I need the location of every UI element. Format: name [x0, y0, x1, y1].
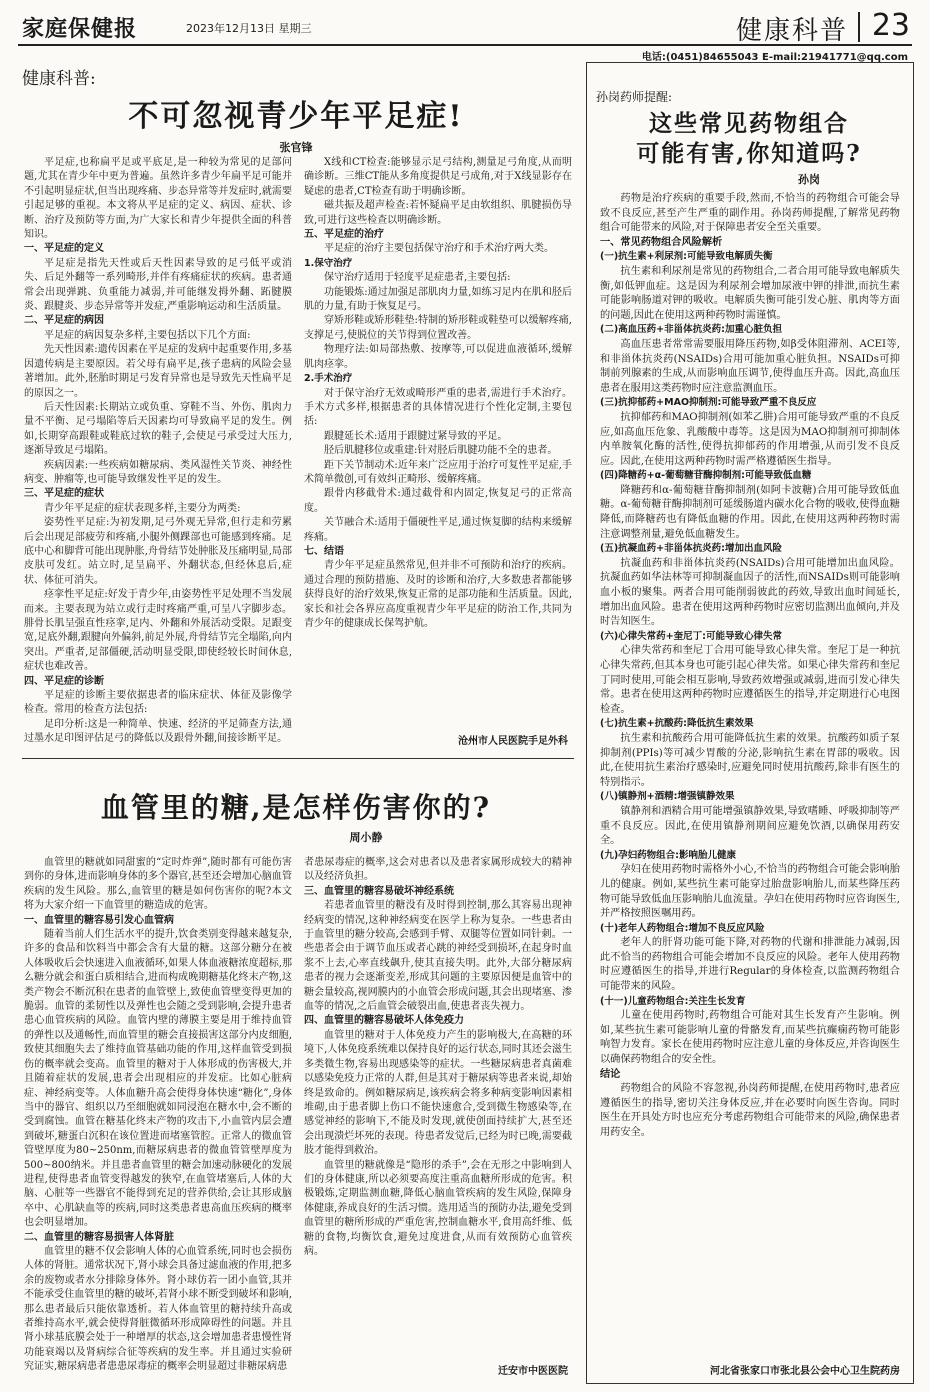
paragraph: 平足症的诊断主要依据患者的临床症状、体征及影像学检查。常用的检查方法包括:	[24, 690, 292, 716]
paragraph: 平足症的病因复杂多样,主要包括以下几个方面:	[44, 329, 251, 341]
article-divider	[22, 758, 574, 759]
section-heading: 一、平足症的定义	[24, 243, 104, 255]
section-heading: 三、平足症的症状	[24, 488, 104, 500]
paragraph: 对于保守治疗无效或畸形严重的患者,需进行手术治疗。手术方式多样,根据患者的具体情况进行个性化定制,主要包括:	[304, 387, 572, 428]
paragraph: 血管里的糖对于人体免疫力产生的影响极大,在高糖的环境下,人体免疫系统难以保持良好的运行状态,同时其还会滋生多类微生物,容易出现感染等的症状。一些糖尿病患者真菌难以感染免疫力正常的人群,但是其对于糖尿病等患者来说,却始终是致命的。例如糖尿病足,该疾病会将多种病变影响因素相堆砌,由于患者脚上伤口不能快速愈合,受到微生物感染等,在感觉神经的影响下,不能及时发现,就使创面持续扩大,甚至还会出现溃烂坏死的表现。待患者发觉后,已经为时已晚,需要截肢才能得到救治。	[304, 1029, 572, 1157]
paragraph: 后天性因素:长期站立或负重、穿鞋不当、外伤、肌肉力量不平衡、足弓塌陷等后天因素均可导致扁平足的发生。例如,长期穿高跟鞋或鞋底过软的鞋子,会使足弓承受过大压力,逐渐导致足弓塌陷。	[24, 401, 292, 457]
paragraph: 者患尿毒症的概率,这会对患者以及患者家属形成较大的精神以及经济负担。	[304, 857, 572, 883]
paragraph: 姿势性平足症:为初发期,足弓外观无异常,但行走和劳累后会出现足部疲劳和疼痛,小腿外侧踝部也可能感到疼痛。足底中心和脚背可能出现肿胀,舟骨结节处肿胀及压痛明显,局部皮肤可发红。站立时,足呈扁平、外翻状态,但经休息后,症状、体征可消失。	[24, 517, 292, 586]
paragraph: 胫后肌腱移位或重建:针对胫后肌腱功能不全的患者。	[324, 445, 558, 457]
paragraph: 足印分析:这是一种简单、快速、经济的平足筛查方法,通过墨水足印图评估足弓的降低以及跟骨外翻,间接诊断平足。	[24, 718, 292, 745]
section-heading: 七、结语	[304, 545, 344, 557]
paragraph: 儿童在使用药物时,药物组合可能对其生长发育产生影响。例如,某些抗生素可能影响儿童的骨骼发育,而某些抗癫痫药物可能影响智力发育。家长在使用药物时应注意儿童的身体反应,并咨询医生以确保药物组合的安全性。	[600, 1010, 900, 1066]
article3-title-line1: 这些常见药物组合	[649, 110, 849, 137]
paragraph: X线和CT检查:能够显示足弓结构,测量足弓角度,从而明确诊断。三维CT能从多角度提供足弓成角,对于X线显影存在疑虑的患者,CT检查有助于明确诊断。	[304, 157, 572, 197]
paragraph: 心律失常药和奎尼丁合用可能导致心律失常。奎尼丁是一种抗心律失常药,但其本身也可能引起心律失常。如果心律失常药和奎尼丁同时使用,可能会相互影响,导致药效增强或减弱,进而引发心律失常。患者在使用这两种药物时应遵循医生的指导,并定期进行心电图检查。	[600, 645, 900, 715]
subsection-heading: (六)心律失常药+奎尼丁:可能导致心律失常	[600, 630, 782, 642]
section-heading: 三、血管里的糖容易破坏神经系统	[304, 885, 454, 897]
paragraph: 平足症是指先天性或后天性因素导致的足弓低平或消失、后足外翻等一系列畸形,并伴有疼痛症状的疾病。患者通常会出现弹跳、负重能力减弱,并可能继发拇外翻、跖腱膜炎、跟腱炎、步态异常等并发症,严重影响运动和生活质量。	[24, 257, 292, 313]
masthead-divider	[858, 12, 860, 42]
article3-title-line2: 可能有害,你知道吗?	[636, 140, 862, 167]
section-heading: 一、血管里的糖容易引发心血管病	[24, 914, 174, 926]
article3-tag: 孙岗药师提醒:	[596, 90, 673, 104]
subsection-heading: (十)老年人药物组合:增加不良反应风险	[600, 922, 765, 934]
section-title: 健康科普	[735, 16, 848, 46]
article1-author: 张官锋	[279, 141, 313, 154]
paragraph: 青少年平足症的症状表现多样,主要分为两类:	[44, 502, 241, 514]
paragraph: 保守治疗适用于轻度平足症患者,主要包括:	[324, 272, 511, 284]
paragraph: 青少年平足症虽然常见,但并非不可预防和治疗的疾病。通过合理的预防措施、及时的诊断和治疗,大多数患者都能够获得良好的治疗效果,恢复正常的足部功能和生活质量。因此,家长和社会各界应高度重视青少年平足症的防治工作,共同为青少年的健康成长保驾护航。	[304, 560, 572, 629]
subsection-heading: (四)降糖药+α-葡萄糖苷酶抑制剂:可能导致低血糖	[600, 470, 812, 482]
subsection-heading: (二)高血压药+非甾体抗炎药:加重心脏负担	[600, 324, 782, 336]
paragraph: 抗生素和抗酸药合用可能降低抗生素的效果。抗酸药如质子泵抑制剂(PPIs)等可减少胃酸的分泌,影响抗生素在胃部的吸收。因此,在使用抗生素治疗感染时,应避免同时使用抗酸药,除非有医生的特别指示。	[600, 732, 900, 788]
article3-header	[596, 88, 902, 188]
paragraph: 镇静剂和酒精合用可能增强镇静效果,导致嗜睡、呼吸抑制等严重不良反应。因此,在使用镇静剂期间应避免饮酒,以确保用药安全。	[600, 805, 900, 847]
subsection-heading: 1.保守治疗	[304, 257, 353, 269]
paragraph: 关节融合术:适用于僵硬性平足,通过恢复脚的结构来缓解疼痛。	[304, 517, 572, 543]
contact-line: 电话:(0451)84655043 E-mail:21941771@qq.com	[641, 52, 908, 63]
section-heading: 结论	[600, 1068, 621, 1080]
article1-source: 沧州市人民医院手足外科	[458, 736, 568, 747]
subsection-heading: (八)镇静剂+酒精:增强镇静效果	[600, 791, 735, 803]
paragraph: 平足症的治疗主要包括保守治疗和手术治疗两大类。	[324, 243, 554, 255]
article3-author: 孙岗	[798, 173, 820, 186]
section-heading: 四、血管里的糖容易破坏人体免疫力	[304, 1015, 464, 1027]
paragraph: 抗生素和利尿剂是常见的药物组合,二者合用可能导致电解质失衡,如低钾血症。这是因为利尿剂会增加尿液中钾的排泄,而抗生素可能影响肠道对钾的吸收。电解质失衡可能引发心脏、肌肉等方面的问题,因此在使用这两种药物时需谨慎。	[600, 265, 900, 321]
page-number: 23	[871, 8, 910, 43]
article1-tag: 健康科普:	[22, 69, 96, 89]
paragraph: 高血压患者常常需要服用降压药物,如β受体阻滞剂、ACEI等,和非甾体抗炎药(NSAIDs)合用可能加重心脏负担。NSAIDs可抑制前列腺素的生成,从而影响血压调节,使得血压升高。因此,高血压患者在服用这类药物时应注意监测血压。	[600, 338, 900, 394]
paragraph: 抗抑郁药和MAO抑制剂(如苯乙肼)合用可能导致严重的不良反应,如高血压危象、乳酸酸中毒等。这是因为MAO抑制剂可抑制体内单胺氧化酶的活性,使得抗抑郁药的作用增强,从而引发不良反应。因此,在使用这两种药物时需严格遵循医生指导。	[600, 411, 900, 467]
paragraph: 随着当前人们生活水平的提升,饮食类别变得越来越复杂,许多的食品和饮料当中都会含有大量的糖。这部分糖分在被人体吸收后会快速进入血液循环,如果人体血液糖浓度超标,那么糖分就会和蛋白质相结合,进而构成晚期糖基化终末产物,这类产物会不断沉积在患者的血管壁上,致使血管壁变得更加的脆弱。血管的柔韧性以及弹性也会随之受到影响,会提升患者患心血管疾病的风险。血管内壁的薄膜主要是用于维持血管的弹性以及通畅性,而血管里的糖会直接损害这部分内皮细胞,致使其细胞失去了维持血管基础功能的作用,这样血管受到损伤的概率就会变高。血管里的糖对于人体形成的伤害极大,并且随着症状的发展,患者会出现相应的并发症。比如心脏病症、神经病变等。人体血糖升高会使得身体快速“糖化”,身体当中的器官、组织以乃至细胞就如同浸泡在糖水中,会不断的受到腐蚀。血管在糖基化终末产物的攻击下,小血管内层会遭到破坏,糖蛋白沉积在该位置进而堵塞管腔。正常人的微血管管壁厚度为80~250nm,而糖尿病患者的微血管管壁厚度为500~800纳米。并且患者血管里的糖会加速动脉硬化的发展进程,使得患者血管变得越发的狭窄,在血管堵塞后,人体的大脑、心脏等一些器官不能得到充足的营养供给,会让其形成脑卒中、心肌缺血等的疾病,同时这类患者患高血压疾病的概率也会明显增加。	[24, 929, 292, 1229]
masthead	[18, 8, 912, 46]
article1-title: 不可忽视青少年平足症!	[128, 99, 464, 134]
paragraph: 功能锻炼:通过加强足部肌肉力量,如练习足内在肌和胫后肌的力量,有助于恢复足弓。	[304, 286, 572, 313]
paragraph: 药物组合的风险不容忽视,孙岗药师提醒,在使用药物时,患者应遵循医生的指导,密切关注身体反应,并在必要时向医生咨询。同时医生在开具处方时也应充分考虑药物组合可能带来的风险,确保患者用药安全。	[600, 1083, 900, 1138]
subsection-heading: (三)抗抑郁药+MAO抑制剂:可能导致严重不良反应	[600, 397, 817, 409]
paper-name: 家庭保健报	[22, 16, 138, 42]
article2-header	[22, 786, 570, 852]
article2-source: 迁安市中医医院	[498, 1366, 568, 1377]
article2-title: 血管里的糖,是怎样伤害你的?	[100, 791, 492, 824]
paragraph: 磁共振及超声检查:若怀疑扁平足由软组织、肌腱损伤导致,可进行这些检查以明确诊断。	[304, 200, 572, 226]
section-heading: 五、平足症的治疗	[304, 229, 384, 241]
paragraph: 跟骨内移截骨术:通过截骨和内固定,恢复足弓的正常高度。	[304, 488, 572, 514]
section-heading: 二、血管里的糖容易损害人体肾脏	[24, 1231, 174, 1243]
issue-date: 2023年12月13日 星期三	[186, 22, 312, 35]
subsection-heading: (九)孕妇药物组合:影响胎儿健康	[600, 849, 736, 861]
paragraph: 孕妇在使用药物时需格外小心,不恰当的药物组合可能会影响胎儿的健康。例如,某些抗生素可能穿过胎盘影响胎儿,而某些降压药物可能导致低血压影响胎儿血流量。孕妇在使用药物时应咨询医生,并严格按照医嘱用药。	[600, 864, 900, 920]
paragraph: 跟腱延长术:适用于跟腱过紧导致的平足。	[324, 430, 508, 442]
paragraph: 药物是治疗疾病的重要手段,然而,不恰当的药物组合可能会导致不良反应,甚至产生严重的副作用。孙岗药师提醒,了解常见药物组合可能带来的风险,对于保障患者安全至关重要。	[600, 193, 900, 234]
section-heading: 一、常见药物组合风险解析	[600, 236, 723, 248]
section-heading: 四、平足症的诊断	[24, 675, 104, 687]
subsection-heading: (五)抗凝血药+非甾体抗炎药:增加出血风险	[600, 543, 782, 555]
paragraph: 穿矫形鞋或矫形鞋垫:特制的矫形鞋或鞋垫可以缓解疼痛,支撑足弓,使脱位的关节得到位置改善。	[304, 315, 572, 341]
article1-body-right	[304, 156, 572, 726]
subsection-heading: (七)抗生素+抗酸药:降低抗生素效果	[600, 718, 754, 730]
paragraph: 血管里的糖就像是“隐形的杀手”,会在无形之中影响到人们的身体健康,所以必须要高度注重高血糖所形成的危害。积极锻炼,定期监测血糖,降低心脑血管疾病的发生风险,保障身体健康,养成良好的生活习惯。选用适当的预防办法,避免受到血管里的糖所形成的严重危害,控制血糖水平,食用高纤维、低糖的食物,均衡饮食,避免过度进食,从而有效预防心血管疾病。	[304, 1159, 572, 1257]
article2-body-right	[304, 856, 572, 1356]
article2-author: 周小静	[349, 831, 383, 844]
article3-source: 河北省张家口市张北县公会中心卫生院药房	[710, 1366, 900, 1377]
paragraph: 老年人的肝肾功能可能下降,对药物的代谢和排泄能力减弱,因此不恰当的药物组合可能会增加不良反应的风险。老年人使用药物时应遵循医生的指导,并进行Regular的身体检查,以监测药物组合可能带来的风险。	[600, 937, 900, 993]
article1-body-left	[24, 156, 292, 753]
paragraph: 降糖药和α-葡萄糖苷酶抑制剂(如阿卡波糖)合用可能导致低血糖。α-葡萄糖苷酶抑制剂可延缓肠道内碳水化合物的吸收,使得血糖降低,而降糖药也有降低血糖的作用。因此,在使用这两种药物时需注意调整剂量,避免低血糖发生。	[600, 484, 900, 540]
paragraph: 平足症,也称扁平足或平底足,是一种较为常见的足部问题,尤其在青少年中更为普遍。虽然许多青少年扁平足可能并不引起明显症状,但当出现疼痛、步态异常等并发症时,就需要引起足够的重视。本文将从平足症的定义、病因、症状、诊断、治疗及预防等方面,为广大家长和青少年提供全面的科普知识。	[24, 157, 292, 241]
subsection-heading: (十一)儿童药物组合:关注生长发育	[600, 995, 746, 1007]
subsection-heading: (一)抗生素+利尿剂:可能导致电解质失衡	[600, 251, 773, 263]
paragraph: 疾病因素:一些疾病如糖尿病、类风湿性关节炎、神经性病变、肿瘤等,也可能导致继发性平足的发生。	[24, 459, 292, 485]
subsection-heading: 2.手术治疗	[304, 373, 353, 385]
paragraph: 物理疗法:如局部热敷、按摩等,可以促进血液循环,缓解肌肉痉挛。	[304, 344, 572, 370]
article3-body	[600, 192, 900, 1352]
article1-header	[22, 64, 570, 154]
paragraph: 血管里的糖就如同甜蜜的“定时炸弹”,随时都有可能伤害到你的身体,进而影响身体的多个器官,甚至还会增加心脑血管疾病的发生风险。那么,血管里的糖是如何伤害你的呢?本文将为大家介绍一下血管里的糖造成的危害。	[24, 857, 292, 912]
paragraph: 抗凝血药和非甾体抗炎药(NSAIDs)合用可能增加出血风险。抗凝血药如华法林等可抑制凝血因子的活性,而NSAIDs则可能影响血小板的聚集。两者合用可能削弱彼此的药效,导致出血时间延长,增加出血风险。患者在使用这两种药物时应密切监测出血倾向,并及时告知医生。	[600, 557, 900, 628]
section-heading: 二、平足症的病因	[24, 315, 104, 327]
paragraph: 距下关节制动术:近年来广泛应用于治疗可复性平足症,手术简单微创,可有效纠正畸形、缓解疼痛。	[304, 459, 572, 485]
paragraph: 若患者血管里的糖没有及时得到控制,那么其容易出现神经病变的情况,这种神经病变在医学上称为复杂。一些患者由于血管里的糖分较高,会感到手臂、双腿等位置如同针刺。一些患者会由于调节血压或者心跳的神经受到损坏,在起身时血浆不上去,心率直线飙升,使其直接失明。此外,大部分糖尿病患者的视力会逐渐变差,形成其问题的主要原因便是血管中的糖会量较高,视网膜内的小血管会形成问题,其会出现堵塞、渗血等的情况,之后血管会破裂出血,使患者丧失视力。	[304, 900, 572, 1013]
paragraph: 血管里的糖不仅会影响人体的心血管系统,同时也会损伤人体的肾脏。通常状况下,肾小球会具备过滤血液的作用,把多余的废物或者水分排除身体外。肾小球仿若一团小血管,其并不能承受住血管里的糖的破坏,若肾小球不断受到破坏和影响,那么患者最后只能依靠透析。若人体血管里的糖持续升高或者维持高水平,就会使得肾脏微循环形成障碍性的问题。并且肾小球基底膜会处于一种增厚的状态,这会增加患者患慢性肾功能衰竭以及肾病综合征等疾病的发生率。并且通过实验研究证实,糖尿病患者患患尿毒症的概率会明显超过非糖尿病患	[24, 1245, 292, 1373]
article2-body-left	[24, 856, 292, 1384]
paragraph: 先天性因素:遗传因素在平足症的发病中起重要作用,多基因遗传病是主要原因。若父母有扁平足,孩子患病的风险会显著增加。此外,胚胎时期足弓发育异常也是导致先天性扁平足的原因之一。	[24, 344, 292, 399]
paragraph: 痉挛性平足症:好发于青少年,由姿势性平足处理不当发展而来。主要表现为站立或行走时疼痛严重,可呈八字脚步态。腓骨长肌呈强直性痉挛,足内、外翻和外展活动受限。足跟变宽,足底外翻,跟腱向外偏斜,前足外展,舟骨结节完全塌陷,向内突出。严重者,足部僵硬,活动明显受限,即使经较长时间休息,症状也难改善。	[24, 589, 292, 673]
